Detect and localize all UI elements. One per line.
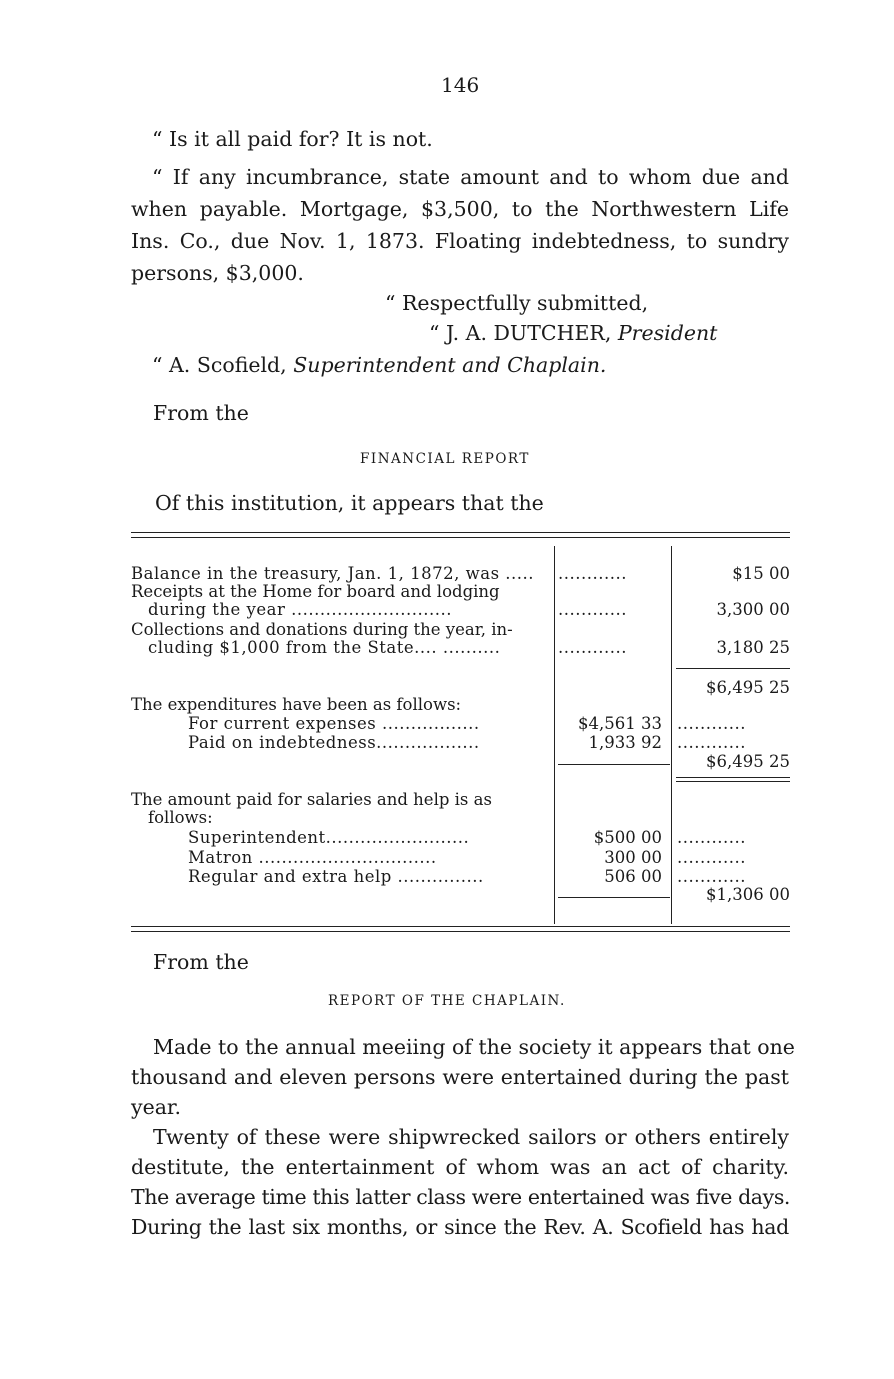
chaplain-paragraph-line: Twenty of these were shipwrecked sailors or others entirely <box>153 1125 789 1149</box>
table-row-label-cont: cluding $1,000 from the State.... .......... <box>148 638 501 657</box>
signature-superintendent <box>152 350 606 381</box>
mortgage-paragraph-line: “ If any incumbrance, state amount and to whom due and <box>152 165 789 189</box>
salary-amount: 506 00 <box>604 867 662 886</box>
salary-right: ............ <box>677 828 746 847</box>
salary-right: ............ <box>677 848 746 867</box>
mortgage-paragraph-line: Ins. Co., due Nov. 1, 1873. Floating indebtedness, to sundry <box>131 229 789 253</box>
from-the-text: From the <box>153 401 249 425</box>
expenditures-double-rule-2 <box>676 781 790 782</box>
chaplain-paragraph-line: year. <box>131 1095 181 1119</box>
expenditure-amount: 1,933 92 <box>588 733 662 752</box>
superintendent-title: Superintendent and Chaplain. <box>293 353 607 377</box>
mortgage-paragraph-line: when payable. Mortgage, $3,500, to the Northwestern Life <box>131 197 789 221</box>
salaries-sum-rule <box>558 897 670 898</box>
table-row-amount: 3,180 25 <box>716 638 790 657</box>
chaplain-paragraph-line: The average time this latter class were entertained was five days. <box>131 1185 791 1209</box>
salary-right: ............ <box>677 867 746 886</box>
table-bottom-rule-2 <box>131 931 790 932</box>
superintendent-name: “ A. Scofield, <box>152 353 287 377</box>
table-row-mid: ............ <box>558 564 627 583</box>
table-column-divider <box>554 546 555 924</box>
expenditure-right: ............ <box>677 714 746 733</box>
table-row-label: Collections and donations during the year, in- <box>131 620 513 639</box>
closing-salutation: “ Respectfully submitted, <box>385 291 649 315</box>
page-number: 146 <box>441 73 480 97</box>
receipts-total: $6,495 25 <box>706 678 790 697</box>
table-row-mid: ............ <box>558 638 627 657</box>
table-column-divider <box>671 546 672 924</box>
president-name: “ J. A. DUTCHER, <box>429 321 612 345</box>
salary-amount: $500 00 <box>593 828 662 847</box>
financial-report-heading: FINANCIAL REPORT <box>360 451 530 467</box>
table-top-rule <box>131 532 790 533</box>
expenditure-amount: $4,561 33 <box>578 714 662 733</box>
expenditure-label: For current expenses ................. <box>188 714 480 733</box>
chaplain-paragraph-line: thousand and eleven persons were entertained during the past <box>131 1065 789 1089</box>
table-row-amount: $15 00 <box>732 564 790 583</box>
table-top-rule-2 <box>131 537 790 538</box>
quote-line: “ Is it all paid for? It is not. <box>152 127 433 151</box>
expenditure-label: Paid on indebtedness.................. <box>188 733 480 752</box>
signature-president <box>429 318 717 349</box>
salary-amount: 300 00 <box>604 848 662 867</box>
from-the-text: From the <box>153 950 249 974</box>
chaplain-report-heading: REPORT OF THE CHAPLAIN. <box>328 993 566 1009</box>
expenditure-right: ............ <box>677 733 746 752</box>
mortgage-paragraph-line: persons, $3,000. <box>131 261 304 285</box>
table-row-label: Receipts at the Home for board and lodging <box>131 582 500 601</box>
expenditures-total: $6,495 25 <box>706 752 790 771</box>
table-bottom-rule <box>131 926 790 927</box>
expenditures-sum-rule <box>558 764 670 765</box>
table-row-label: Balance in the treasury, Jan. 1, 1872, was ..... <box>131 564 535 583</box>
table-row-amount: 3,300 00 <box>716 600 790 619</box>
receipts-sum-rule <box>676 668 790 669</box>
salary-label: Matron ............................... <box>188 848 437 867</box>
chaplain-paragraph-line: destitute, the entertainment of whom was an act of charity. <box>131 1155 789 1179</box>
salary-label: Superintendent......................... <box>188 828 470 847</box>
intro-text: Of this institution, it appears that the <box>155 491 544 515</box>
president-title: President <box>617 321 718 345</box>
salary-label: Regular and extra help ............... <box>188 867 484 886</box>
table-row-label-cont: during the year ............................ <box>148 600 452 619</box>
salaries-heading-cont: follows: <box>148 808 213 827</box>
salaries-heading: The amount paid for salaries and help is as <box>131 790 492 809</box>
expenditures-double-rule <box>676 777 790 778</box>
chaplain-paragraph-line: Made to the annual meeiing of the society it appears that one <box>153 1035 795 1059</box>
expenditures-heading: The expenditures have been as follows: <box>131 695 462 714</box>
table-row-mid: ............ <box>558 600 627 619</box>
chaplain-paragraph-line: During the last six months, or since the Rev. A. Scofield has had <box>131 1215 789 1239</box>
salaries-total: $1,306 00 <box>706 885 790 904</box>
